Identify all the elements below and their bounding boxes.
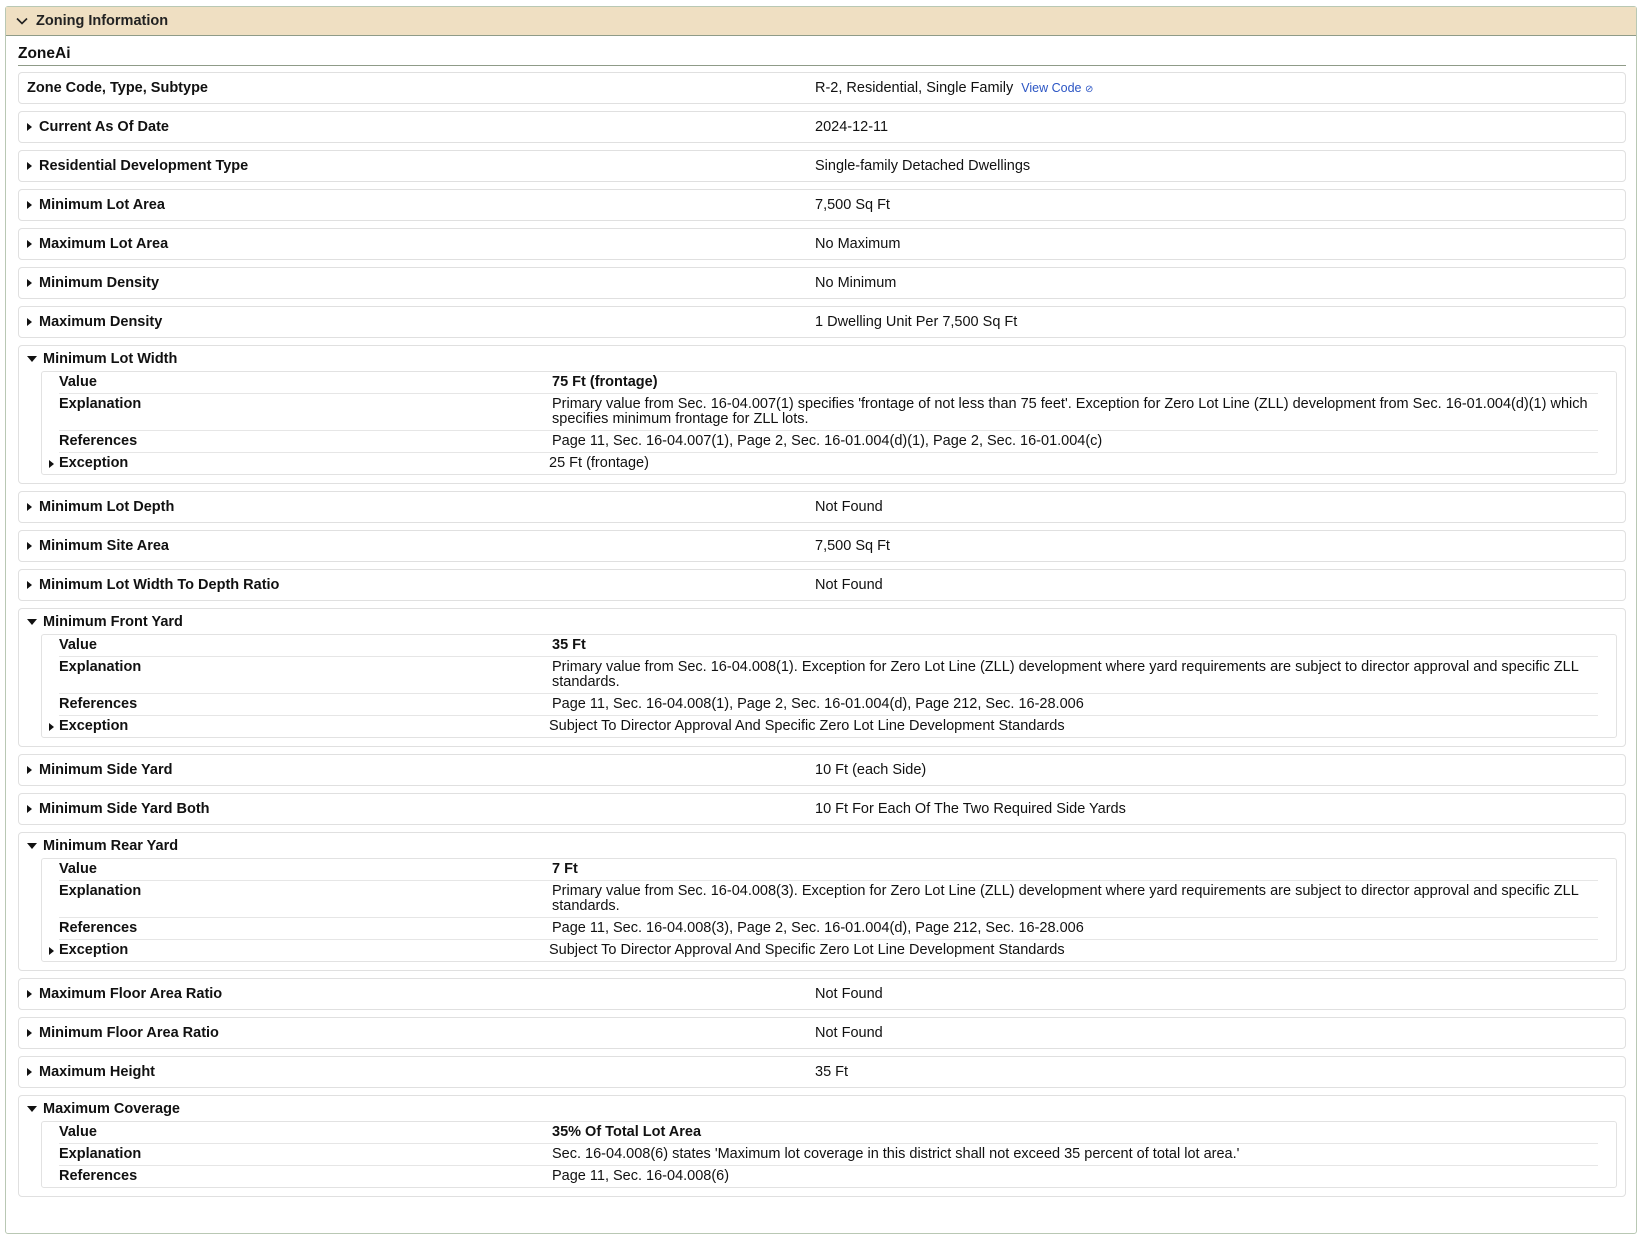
row-value: Not Found <box>815 1025 883 1041</box>
caret-right-icon <box>27 240 32 248</box>
row-minimum-side-yard-both[interactable] <box>18 793 1626 825</box>
caret-right-icon <box>27 279 32 287</box>
row-label: Zone Code, Type, Subtype <box>27 80 208 96</box>
row-minimum-density[interactable] <box>18 267 1626 299</box>
row-label: Maximum Lot Area <box>39 236 169 252</box>
detail-table <box>41 634 1617 738</box>
caret-right-icon <box>27 1068 32 1076</box>
row-maximum-lot-area[interactable] <box>18 228 1626 260</box>
caret-right-icon <box>27 581 32 589</box>
detail-label: Exception <box>59 718 129 734</box>
caret-right-icon <box>27 503 32 511</box>
row-minimum-lot-depth[interactable] <box>18 491 1626 523</box>
row-value: No Maximum <box>815 236 901 252</box>
zone-code-row <box>18 72 1626 104</box>
detail-explanation: Primary value from Sec. 16-04.007(1) specifies 'frontage of not less than 75 feet'. Exception for Zero Lot Line (ZLL) development from Sec. 16-01.004(d)(1) which specifies minimum frontage for ZLL lots. <box>552 396 1588 427</box>
row-label: Maximum Floor Area Ratio <box>39 986 223 1002</box>
row-minimum-front-yard <box>18 608 1626 747</box>
caret-down-icon <box>27 619 37 625</box>
row-toggle[interactable] <box>19 833 1625 858</box>
row-maximum-floor-area-ratio[interactable] <box>18 978 1626 1010</box>
detail-label: Value <box>59 1124 97 1140</box>
row-minimum-floor-area-ratio[interactable] <box>18 1017 1626 1049</box>
row-label: Minimum Lot Width <box>43 350 178 367</box>
row-maximum-density[interactable] <box>18 306 1626 338</box>
detail-value: 35% Of Total Lot Area <box>552 1124 702 1140</box>
detail-value: 35 Ft <box>552 637 586 653</box>
detail-label: Explanation <box>59 396 142 412</box>
detail-references: Page 11, Sec. 16-04.008(6) <box>552 1168 730 1184</box>
row-label: Minimum Side Yard Both <box>39 801 210 817</box>
row-maximum-coverage <box>18 1095 1626 1197</box>
caret-down-icon <box>27 356 37 362</box>
zoning-information-panel <box>5 6 1637 1234</box>
row-label: Maximum Height <box>39 1064 156 1080</box>
row-value: 1 Dwelling Unit Per 7,500 Sq Ft <box>815 314 1018 330</box>
caret-right-icon <box>49 723 54 731</box>
detail-label: References <box>59 920 138 936</box>
detail-references: Page 11, Sec. 16-04.008(3), Page 2, Sec. 16-01.004(d), Page 212, Sec. 16-28.006 <box>552 920 1084 936</box>
row-maximum-height[interactable] <box>18 1056 1626 1088</box>
detail-label: References <box>59 696 138 712</box>
caret-right-icon <box>27 1029 32 1037</box>
row-value: 7,500 Sq Ft <box>815 538 890 554</box>
caret-right-icon <box>49 460 54 468</box>
detail-label: Explanation <box>59 659 142 675</box>
row-minimum-lot-width <box>18 345 1626 484</box>
caret-right-icon <box>27 990 32 998</box>
row-label: Minimum Front Yard <box>43 613 183 630</box>
row-label: Minimum Lot Depth <box>39 499 175 515</box>
row-toggle[interactable] <box>19 609 1625 634</box>
row-label: Minimum Site Area <box>39 538 169 554</box>
row-value: Single-family Detached Dwellings <box>815 158 1031 174</box>
detail-label: References <box>59 1168 138 1184</box>
detail-explanation: Sec. 16-04.008(6) states 'Maximum lot coverage in this district shall not exceed 35 percent of total lot area.' <box>552 1146 1240 1162</box>
row-label: Maximum Density <box>39 314 163 330</box>
view-code-link[interactable]: View Code ⊘ <box>1021 81 1094 95</box>
caret-right-icon <box>27 542 32 550</box>
detail-explanation: Primary value from Sec. 16-04.008(3). Exception for Zero Lot Line (ZLL) development where yard requirements are subject to director approval and specific ZLL standards. <box>552 883 1579 914</box>
row-value <box>815 80 1625 96</box>
row-toggle[interactable] <box>19 1096 1625 1121</box>
row-label: Maximum Coverage <box>43 1100 180 1117</box>
zone-title: ZoneAi <box>18 36 1626 66</box>
row-value: 10 Ft (each Side) <box>815 762 927 778</box>
row-label: Residential Development Type <box>39 158 249 174</box>
row-value: 7,500 Sq Ft <box>815 197 890 213</box>
row-value: Not Found <box>815 499 883 515</box>
panel-title: Zoning Information <box>36 13 169 29</box>
row-minimum-lot-area[interactable] <box>18 189 1626 221</box>
detail-label: Exception <box>59 455 129 471</box>
row-label: Current As Of Date <box>39 119 169 135</box>
detail-exception: 25 Ft (frontage) <box>549 455 649 471</box>
caret-right-icon <box>49 947 54 955</box>
row-value: Not Found <box>815 986 883 1002</box>
caret-right-icon <box>27 162 32 170</box>
detail-label: Exception <box>59 942 129 958</box>
detail-label: Value <box>59 861 97 877</box>
row-current-as-of-date[interactable] <box>18 111 1626 143</box>
caret-down-icon <box>27 843 37 849</box>
row-value: 2024-12-11 <box>815 119 889 135</box>
row-label: Minimum Lot Width To Depth Ratio <box>39 577 280 593</box>
detail-explanation: Primary value from Sec. 16-04.008(1). Exception for Zero Lot Line (ZLL) development where yard requirements are subject to director approval and specific ZLL standards. <box>552 659 1579 690</box>
caret-right-icon <box>27 805 32 813</box>
exception-row[interactable] <box>59 716 1598 737</box>
detail-references: Page 11, Sec. 16-04.007(1), Page 2, Sec. 16-01.004(d)(1), Page 2, Sec. 16-01.004(c) <box>552 433 1103 449</box>
caret-right-icon <box>27 766 32 774</box>
detail-label: Value <box>59 637 97 653</box>
row-label: Minimum Density <box>39 275 160 291</box>
row-label: Minimum Side Yard <box>39 762 173 778</box>
row-value: Not Found <box>815 577 883 593</box>
caret-down-icon <box>27 1106 37 1112</box>
row-minimum-side-yard[interactable] <box>18 754 1626 786</box>
row-value: 35 Ft <box>815 1064 849 1080</box>
row-label: Minimum Floor Area Ratio <box>39 1025 219 1041</box>
chevron-down-icon <box>16 15 28 27</box>
exception-row[interactable] <box>59 940 1598 961</box>
detail-value: 75 Ft (frontage) <box>552 374 658 390</box>
exception-row[interactable] <box>59 453 1598 474</box>
detail-table <box>41 371 1617 475</box>
detail-table <box>41 1121 1617 1188</box>
row-minimum-lot-width-to-depth-ratio[interactable] <box>18 569 1626 601</box>
detail-exception: Subject To Director Approval And Specific Zero Lot Line Development Standards <box>549 942 1065 958</box>
detail-label: Value <box>59 374 97 390</box>
zone-code-value: R-2, Residential, Single Family <box>815 80 1014 96</box>
caret-right-icon <box>27 318 32 326</box>
row-label: Minimum Lot Area <box>39 197 165 213</box>
detail-table <box>41 858 1617 962</box>
caret-right-icon <box>27 201 32 209</box>
row-value: 10 Ft For Each Of The Two Required Side Yards <box>815 801 1126 817</box>
external-link-icon: ⊘ <box>1085 84 1094 95</box>
caret-right-icon <box>27 123 32 131</box>
detail-label: Explanation <box>59 1146 142 1162</box>
row-label: Minimum Rear Yard <box>43 837 179 854</box>
detail-value: 7 Ft <box>552 861 578 877</box>
row-residential-development-type[interactable] <box>18 150 1626 182</box>
row-minimum-rear-yard <box>18 832 1626 971</box>
panel-header[interactable] <box>6 7 1636 36</box>
row-minimum-site-area[interactable] <box>18 530 1626 562</box>
detail-exception: Subject To Director Approval And Specific Zero Lot Line Development Standards <box>549 718 1065 734</box>
detail-label: Explanation <box>59 883 142 899</box>
row-toggle[interactable] <box>19 346 1625 371</box>
detail-label: References <box>59 433 138 449</box>
row-value: No Minimum <box>815 275 897 291</box>
detail-references: Page 11, Sec. 16-04.008(1), Page 2, Sec. 16-01.004(d), Page 212, Sec. 16-28.006 <box>552 696 1084 712</box>
